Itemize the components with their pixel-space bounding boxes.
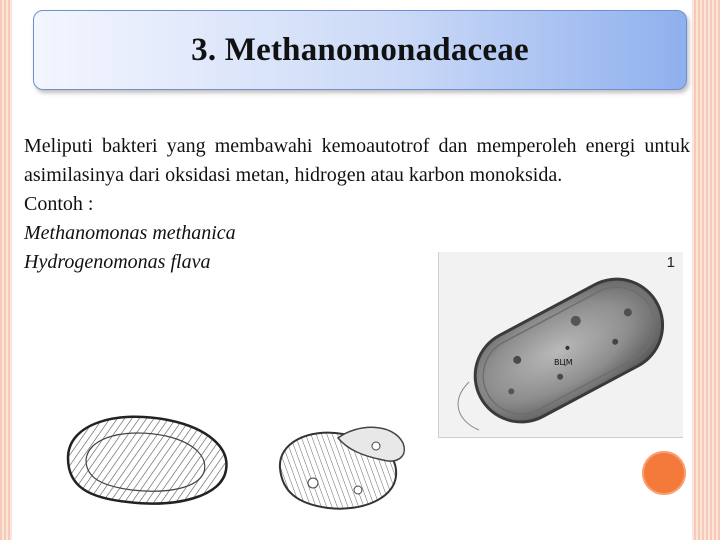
example-label: Contoh : — [24, 193, 94, 215]
description-paragraph: Meliputi bakteri yang membawahi kemoautotrof dan memperoleh energi untuk asimilasinya dari oksidasi metan, hidrogen atau karbon monoksida. — [24, 135, 690, 186]
micrograph-rod-cell — [438, 252, 683, 438]
slide-title: 3. Methanomonadaceae — [191, 31, 529, 68]
micrograph-rod-cell-drawing — [439, 252, 683, 437]
left-decorative-stripe — [0, 0, 12, 540]
decorative-orange-circle — [642, 451, 686, 495]
membrane-structure-svg — [58, 398, 414, 520]
micrograph-panel-number: 1 — [666, 254, 675, 271]
membrane-structure-drawings — [58, 398, 414, 520]
micrograph-cell-label: BЦМ — [554, 358, 573, 367]
right-decorative-stripe — [692, 0, 720, 540]
example-species-1: Methanomonas methanica — [24, 222, 236, 244]
title-banner — [33, 10, 687, 90]
example-species-2: Hydrogenomonas flava — [24, 251, 211, 273]
